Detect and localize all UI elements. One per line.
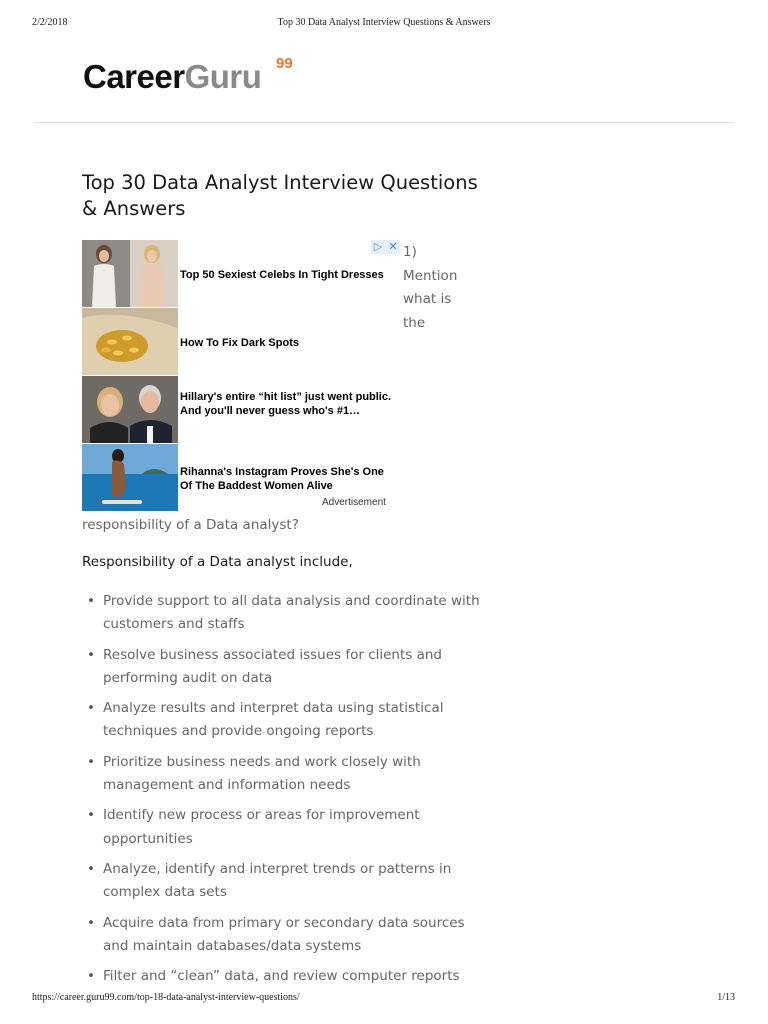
list-item: • Filter and “clean” data, and review computer reports	[82, 965, 482, 988]
ad-item[interactable]	[82, 308, 402, 375]
site-logo[interactable]	[83, 55, 293, 98]
celebs-photo	[82, 240, 178, 307]
list-item: • Identify new process or areas for improvement opportunities	[82, 804, 482, 851]
list-item: • Resolve business associated issues for clients and performing audit on data	[82, 644, 482, 691]
list-item: • Provide support to all data analysis and coordinate with customers and staffs	[82, 590, 482, 637]
question-heading-line: the	[403, 314, 426, 331]
ad-choices-icon[interactable]: ▷	[371, 240, 385, 254]
list-item: • Prioritize business needs and work closely with management and information needs	[82, 751, 482, 798]
header-divider	[34, 122, 734, 123]
question-heading-side	[403, 241, 473, 335]
responsibilities-list	[82, 590, 482, 995]
question-heading-continued: responsibility of a Data analyst?	[82, 517, 299, 533]
ad-block[interactable]	[82, 239, 402, 511]
gold-pills-photo	[82, 308, 178, 375]
ad-item[interactable]	[82, 376, 402, 443]
article-title: Top 30 Data Analyst Interview Questions & Answers	[82, 171, 478, 220]
ad-headline[interactable]: How To Fix Dark Spots	[180, 337, 299, 349]
ad-headline[interactable]: Hillary's entire “hit list” just went public. And you'll never guess who's #1…	[180, 391, 392, 417]
logo-superscript: 99	[276, 55, 293, 72]
list-item: • Analyze results and interpret data using statistical techniques and provide ongoing reports	[82, 697, 482, 744]
answer-intro: Responsibility of a Data analyst include,	[82, 554, 353, 570]
ad-headline[interactable]: Top 50 Sexiest Celebs In Tight Dresses	[180, 269, 384, 281]
logo-career: Career	[83, 58, 185, 95]
ad-headline[interactable]: Rihanna's Instagram Proves She's One Of The Baddest Women Alive	[180, 466, 384, 492]
question-heading-line: what is	[403, 291, 452, 307]
beach-photo	[82, 444, 178, 511]
couple-photo	[82, 376, 178, 443]
advertisement-label: Advertisement	[322, 497, 386, 508]
print-url: https://career.guru99.com/top-18-data-analyst-interview-questions/	[32, 992, 300, 1003]
question-heading-line: 1)	[403, 244, 417, 260]
print-page-title: Top 30 Data Analyst Interview Questions & Answers	[277, 17, 491, 28]
question-heading-line: Mention	[403, 267, 458, 284]
close-icon[interactable]: ✕	[386, 240, 400, 254]
logo-guru: Guru	[184, 58, 262, 95]
list-item: • Analyze, identify and interpret trends or patterns in complex data sets	[82, 858, 482, 905]
list-item: • Acquire data from primary or secondary data sources and maintain databases/data systems	[82, 912, 482, 959]
page-number: 1/13	[717, 992, 735, 1003]
print-date: 2/2/2018	[32, 17, 68, 28]
ad-item[interactable]	[82, 240, 402, 307]
